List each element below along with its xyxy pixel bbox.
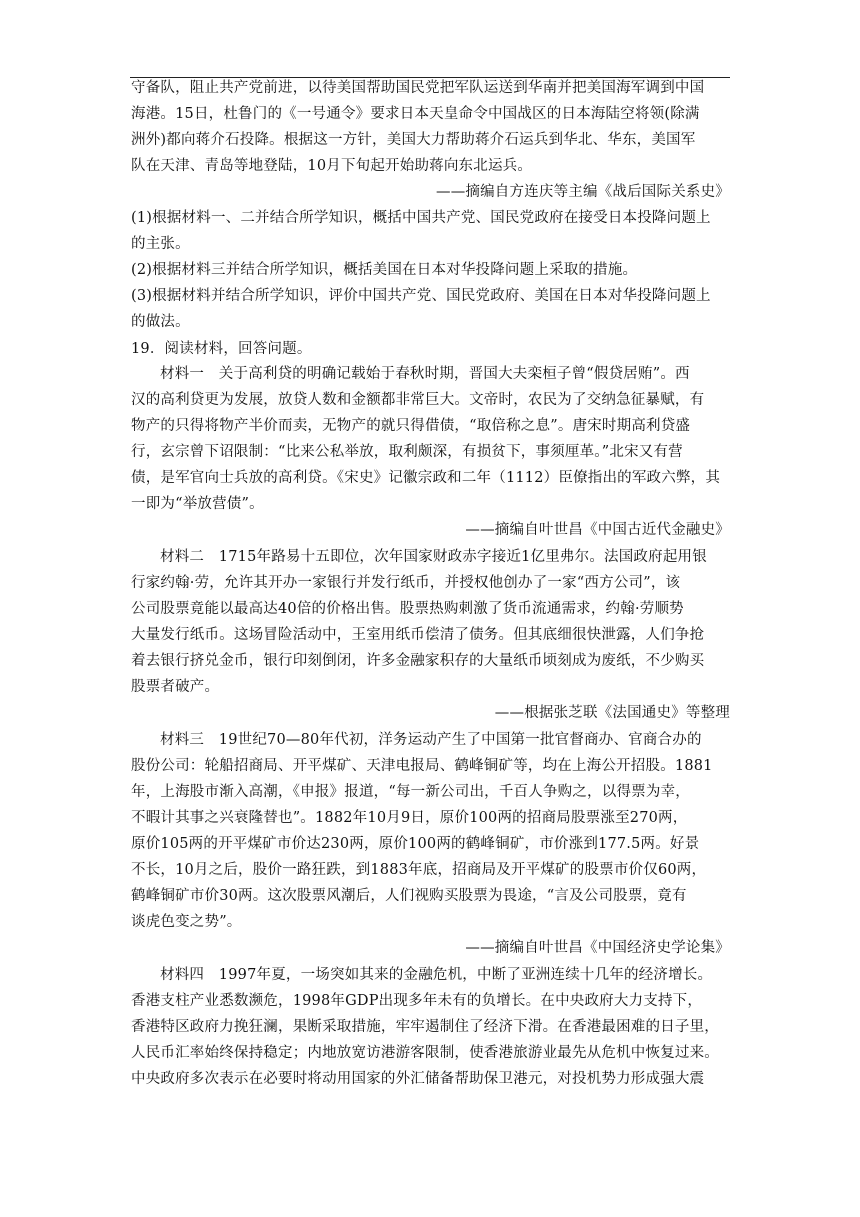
material-line: 汉的高利贷更为发展，放贷人数和金额都非常巨大。文帝时，农民为了交纳急征暴赋，有 [131,392,705,408]
question-line: (3)根据材料并结合所学知识，评价中国共产党、国民党政府、美国在日本对华投降问题上 [131,288,711,304]
material-line: 股份公司：轮船招商局、开平煤矿、天津电报局、鹤峰铜矿等，均在上海公开招股。1881 [131,758,713,774]
material-line: 不暇计其事之兴衰隆替也”。1882年10月9日，原价100两的招商局股票涨至270两， [131,810,688,826]
text-line: 洲外)都向蒋介石投降。根据这一方针，美国大力帮助蒋介石运兵到华北、华东，美国军 [131,132,696,148]
material-line: 鹤峰铜矿市价30两。这次股票风潮后，人们视购买股票为畏途，“言及公司股票，竟有 [131,888,687,904]
question-line: 的做法。 [131,314,190,330]
material-line: 中央政府多次表示在必要时将动用国家的外汇储备帮助保卫港元，对投机势力形成强大震 [131,1071,705,1087]
material-line: 年，上海股市渐入高潮，《申报》报道，“每一新公司出，千百人争购之，以得票为幸， [131,784,690,800]
source-citation: ——摘编自叶世昌《中国经济史学论集》 [465,940,730,956]
material-line: 材料四 1997年夏，一场突如其来的金融危机，中断了亚洲连续十几年的经济增长。 [160,967,713,983]
question-line: (1)根据材料一、二并结合所学知识，概括中国共产党、国民党政府在接受日本投降问题上 [131,210,711,226]
material-line: 香港支柱产业悉数濒危，1998年GDP出现多年未有的负增长。在中央政府大力支持下， [131,993,703,1009]
material-line: 物产的只得将物产半价而卖，无物产的就只得借债，“取倍称之息”。唐宋时期高利贷盛 [131,418,691,434]
material-line: 行家约翰·劳，允许其开办一家银行并发行纸币，并授权他创办了一家“西方公司”，该 [131,575,681,591]
text-line: 守备队，阻止共产党前进，以待美国帮助国民党把军队运送到华南并把美国海军调到中国 [131,80,705,96]
source-citation: ——摘编自叶世昌《中国古近代金融史》 [465,522,730,538]
material-line: 材料二 1715年路易十五即位，次年国家财政赤字接近1亿里弗尔。法国政府起用银 [160,549,707,565]
material-line: 香港特区政府力挽狂澜，果断采取措施，牢牢遏制住了经济下滑。在香港最困难的日子里， [131,1019,719,1035]
question-line: (2)根据材料三并结合所学知识，概括美国在日本对华投降问题上采取的措施。 [131,262,638,278]
material-line: 原价105两的开平煤矿市价达230两，原价100两的鹤峰铜矿，市价涨到177.5两。好景 [131,836,700,852]
source-citation: ——根据张芝联《法国通史》等整理 [494,705,730,721]
material-line: 大量发行纸币。这场冒险活动中，王室用纸币偿清了债务。但其底细很快泄露，人们争抢 [131,627,705,643]
material-line: 着去银行挤兑金币，银行印刻倒闭，许多金融家积存的大量纸币顷刻成为废纸，不少购买 [131,653,705,669]
material-line: 一即为“举放营债”。 [131,496,264,512]
text-line: 队在天津、青岛等地登陆，10月下旬起开始助蒋向东北运兵。 [131,158,533,174]
question-line: 的主张。 [131,236,190,252]
text-line: 海港。15日，杜鲁门的《一号通令》要求日本天皇命令中国战区的日本海陆空将领(除满 [131,106,700,122]
material-line: 行，玄宗曾下诏限制：“比来公私举放，取利颇深，有损贫下，事须厘革。”北宋又有营 [131,444,683,460]
question-heading: 19．阅读材料，回答问题。 [131,341,312,357]
material-line: 公司股票竟能以最高达40倍的价格出售。股票热购刺激了货币流通需求，约翰·劳顺势 [131,601,684,617]
material-line: 债，是军官向士兵放的高利贷。《宋史》记徽宗政和二年（1112）臣僚指出的军政六弊，其 [131,470,721,486]
source-citation: ——摘编自方连庆等主编《战后国际关系史》 [436,184,730,200]
material-line: 人民币汇率始终保持稳定；内地放宽访港游客限制，使香港旅游业最先从危机中恢复过来。 [131,1045,719,1061]
material-line: 不长，10月之后，股价一路狂跌，到1883年底，招商局及开平煤矿的股票市价仅60两， [131,862,707,878]
material-line: 材料一 关于高利贷的明确记载始于春秋时期，晋国大夫栾桓子曾“假贷居贿”。西 [160,366,690,382]
material-line: 谈虎色变之势”。 [131,914,242,930]
material-line: 股票者破产。 [131,679,220,695]
material-line: 材料三 19世纪70—80年代初，洋务运动产生了中国第一批官督商办、官商合办的 [160,732,702,748]
